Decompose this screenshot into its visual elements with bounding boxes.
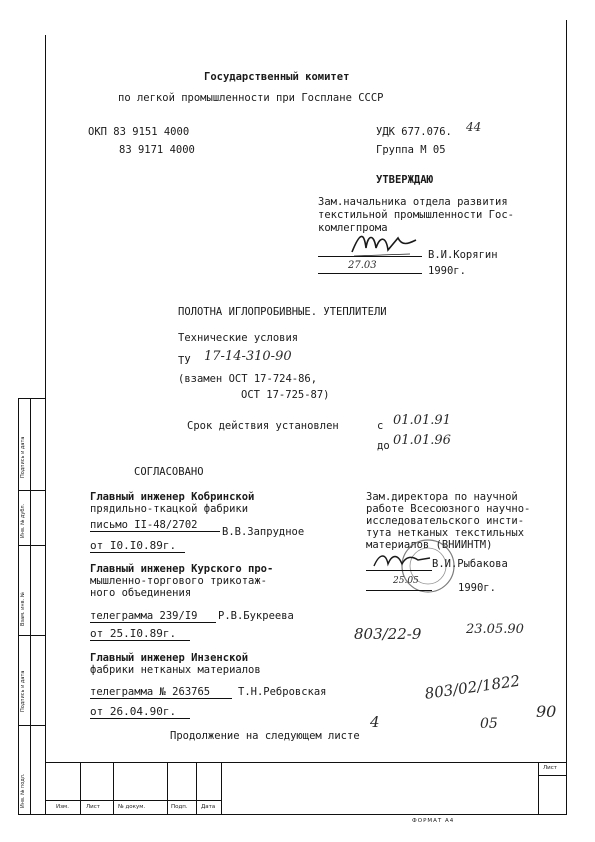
udk-handwritten: 44	[466, 120, 482, 134]
agreed-1-role-line1: Главный инженер Кобринской	[90, 491, 255, 503]
side-label-5: Инв. № подл.	[20, 773, 26, 808]
okp-code-2: 83 9171 4000	[119, 144, 195, 156]
agreed-title: СОГЛАСОВАНО	[134, 466, 204, 478]
approval-line3: комлегпрома	[318, 222, 388, 234]
title-block-v6	[538, 762, 539, 814]
agreed-right-signature	[372, 548, 432, 572]
agreed-1-underline	[90, 531, 220, 532]
agreed-right-year: 1990г.	[458, 582, 496, 594]
replace-line1: (взамен ОСТ 17-724-86,	[178, 373, 318, 385]
agreed-2-role-line1: Главный инженер Курского про-	[90, 563, 274, 575]
title-block-row	[46, 800, 221, 801]
side-stamp-mid	[30, 398, 31, 815]
page-mark: 4	[370, 713, 380, 731]
approval-name: В.И.Корягин	[428, 249, 498, 261]
agreed-1-date: от I0.I0.89г.	[90, 539, 177, 552]
title-block-v4	[196, 762, 197, 814]
agreed-2-doc: телеграмма 239/I9	[90, 610, 198, 622]
col-list: Лист	[86, 804, 100, 810]
agreed-right-date-handwritten: 25.05	[393, 576, 419, 586]
validity-to-label: до	[377, 440, 390, 452]
hand-note-2: 23.05.90	[466, 622, 524, 637]
side-stamp-div3	[18, 635, 46, 636]
sheet-label: Лист	[543, 765, 557, 771]
title-block-top	[46, 762, 567, 763]
approval-date-handwritten: 27.03	[348, 260, 377, 271]
bottom-format-text: ФОРМАТ А4	[412, 818, 455, 824]
side-label-4: Подпись и дата	[20, 670, 26, 712]
okp-code-1: ОКП 83 9151 4000	[88, 126, 190, 138]
side-label-3: Взам. инв. №	[20, 592, 26, 626]
hand-note-4: 05	[480, 716, 498, 732]
replace-line2: ОСТ 17-725-87)	[241, 389, 330, 401]
frame-bottom	[18, 814, 567, 815]
agreed-2-name: Р.В.Букреева	[218, 610, 294, 622]
agreed-right-line5: материалов (ВНИИНТМ)	[366, 539, 493, 551]
udk-label: УДК 677.076.	[376, 126, 452, 138]
agreed-1-doc: письмо II-48/2702	[90, 519, 198, 531]
title-block-v3	[167, 762, 168, 814]
side-stamp-div1	[18, 490, 46, 491]
validity-label: Срок действия установлен	[187, 420, 339, 432]
agreed-3-name: Т.Н.Ребровская	[238, 686, 327, 698]
agreed-right-line3: исследовательского инсти-	[366, 515, 525, 527]
hand-note-1: 803/22-9	[354, 625, 422, 643]
agreed-2-date: от 25.I0.89г.	[90, 627, 177, 640]
frame-right	[566, 20, 567, 815]
col-doc: № докум.	[118, 804, 146, 810]
agreed-right-line4: тута нетканых текстильных	[366, 527, 525, 539]
agreed-1-role-line2: прядильно-ткацкой фабрики	[90, 503, 249, 515]
agreed-2-date-underline	[90, 640, 190, 641]
approval-date-line	[318, 273, 422, 274]
agreed-3-underline	[90, 698, 232, 699]
agreed-right-line1: Зам.директора по научной	[366, 491, 518, 503]
approval-line1: Зам.начальника отдела развития	[318, 196, 508, 208]
agreed-3-role-line1: Главный инженер Инзенской	[90, 652, 249, 664]
group-label: Группа М 05	[376, 144, 446, 156]
hand-note-3: 803/02/1822	[423, 671, 522, 703]
approval-title: УТВЕРЖДАЮ	[376, 174, 433, 186]
agreed-2-role-line3: ного объединения	[90, 587, 192, 599]
title-block-v1	[80, 762, 81, 814]
agreed-2-role-line2: мышленно-торгового трикотаж-	[90, 575, 268, 587]
side-label-2: Инв. № дубл.	[20, 503, 26, 538]
approval-year: 1990г.	[428, 265, 466, 277]
col-date: Дата	[201, 804, 216, 810]
validity-from-label: с	[377, 420, 384, 432]
hand-note-5: 90	[536, 702, 557, 721]
agreed-3-doc: телеграмма № 263765	[90, 686, 211, 698]
spec-label: Технические условия	[178, 332, 299, 344]
agreed-3-date: от 26.04.90г.	[90, 705, 177, 718]
side-stamp-left	[18, 398, 19, 815]
frame-left	[45, 35, 46, 815]
title-block-v2	[113, 762, 114, 814]
committee-line2: по легкой промышленности при Госплане СССР	[118, 92, 384, 104]
agreed-right-line2: работе Всесоюзного научно-	[366, 503, 531, 515]
title-block-sheet-row	[538, 775, 567, 776]
agreed-right-name: В.И.Рыбакова	[432, 558, 508, 570]
title-block-v5	[221, 762, 222, 814]
validity-from-handwritten: 01.01.91	[393, 413, 451, 428]
committee-line1: Государственный комитет	[204, 71, 350, 83]
agreed-2-underline	[90, 622, 216, 623]
approval-signature	[350, 226, 420, 260]
document-title: ПОЛОТНА ИГЛОПРОБИВНЫЕ. УТЕПЛИТЕЛИ	[178, 306, 387, 318]
col-izm: Изм.	[56, 804, 69, 810]
continue-note: Продолжение на следующем листе	[170, 730, 360, 742]
validity-to-handwritten: 01.01.96	[393, 433, 451, 448]
agreed-1-date-underline	[90, 552, 185, 553]
agreed-1-name: В.В.Запрудное	[222, 526, 305, 538]
agreed-3-date-underline	[90, 718, 190, 719]
side-stamp-div4	[18, 725, 46, 726]
tu-number-handwritten: 17-14-310-90	[204, 349, 292, 364]
agreed-3-role-line2: фабрики нетканых материалов	[90, 664, 261, 676]
side-stamp-top	[18, 398, 46, 399]
side-label-1: Подпись и дата	[20, 436, 26, 478]
agreed-right-date-line	[366, 590, 432, 591]
tu-prefix: ТУ	[178, 355, 191, 367]
agreed-right-sign-line	[366, 570, 432, 571]
col-sign: Подп.	[171, 804, 188, 810]
side-stamp-div2	[18, 545, 46, 546]
approval-line2: текстильной промышленности Гос-	[318, 209, 514, 221]
